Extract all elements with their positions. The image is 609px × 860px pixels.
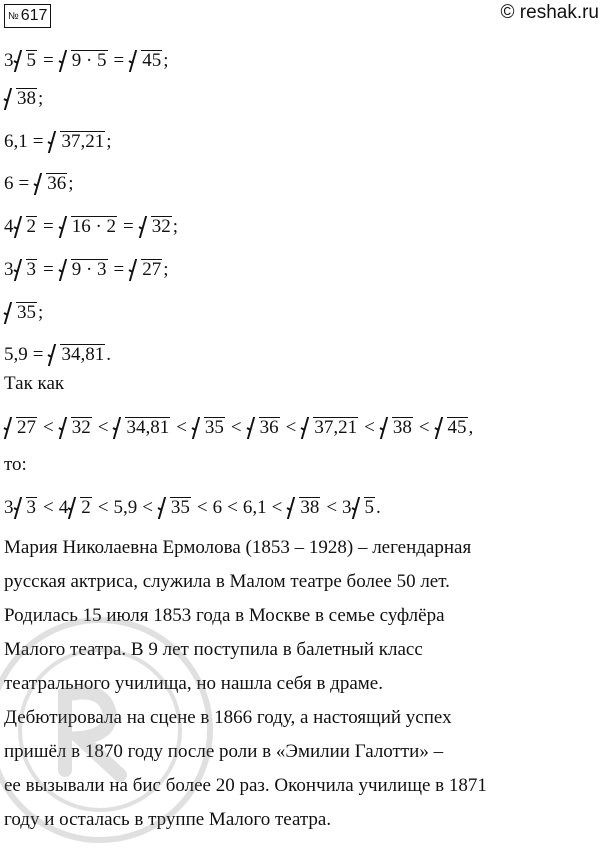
- math-operator: <: [142, 497, 153, 518]
- math-text: 5,9: [4, 344, 28, 365]
- paragraph-line: Дебютировала на сцене в 1866 году, а настоящий успех: [4, 707, 452, 728]
- radicand: 16 · 2: [71, 216, 117, 237]
- math-text: ;: [38, 302, 44, 323]
- radicand: 45: [447, 417, 467, 438]
- math-line: [4, 173, 74, 195]
- radical: [192, 417, 225, 439]
- math-operator: <: [230, 417, 242, 438]
- math-operator: <: [43, 417, 54, 438]
- math-text: Так как: [4, 373, 65, 394]
- math-operator: <: [227, 497, 238, 518]
- math-operator: =: [123, 216, 134, 237]
- math-operator: <: [271, 497, 283, 518]
- radical: [34, 173, 67, 195]
- radicand: 37,21: [61, 131, 105, 152]
- radical: [301, 417, 358, 439]
- math-line: [4, 50, 169, 72]
- math-text: ;: [38, 88, 44, 109]
- math-operator: =: [113, 50, 125, 71]
- radicand: 9 · 3: [71, 259, 107, 280]
- math-text: 3: [4, 497, 14, 518]
- radical: [59, 216, 117, 238]
- exercise-number-badge: [4, 4, 51, 28]
- math-text: ;: [163, 50, 169, 71]
- math-line: [4, 344, 111, 366]
- exercise-number: 617: [20, 7, 48, 24]
- math-text: 6: [212, 497, 223, 518]
- radical: [247, 417, 280, 439]
- radicand: 3: [26, 259, 36, 280]
- math-line: [4, 302, 43, 324]
- radical: [113, 417, 170, 439]
- radical: [68, 497, 92, 519]
- math-operator: <: [196, 497, 208, 518]
- math-line: [4, 454, 27, 476]
- math-operator: =: [32, 344, 44, 365]
- radicand: 38: [17, 88, 36, 109]
- radicand: 45: [142, 50, 162, 71]
- radical: [158, 497, 191, 519]
- math-text: 6: [4, 173, 14, 194]
- paragraph-line: русская актриса, служила в Малом театре более 50 лет.: [4, 571, 450, 592]
- math-text: 6,1: [4, 131, 28, 152]
- math-operator: =: [43, 216, 54, 237]
- radical: [352, 497, 376, 519]
- radicand: 2: [26, 216, 36, 237]
- radical: [59, 417, 92, 439]
- paragraph-line: году и осталась в труппе Малого театра.: [4, 809, 332, 830]
- math-text: ,: [468, 417, 474, 438]
- math-line: [4, 259, 169, 281]
- radical: [14, 259, 38, 281]
- math-operator: =: [32, 131, 44, 152]
- math-operator: =: [18, 173, 30, 194]
- radicand: 36: [259, 417, 279, 438]
- radical: [14, 216, 38, 238]
- radicand: 35: [170, 497, 190, 518]
- math-operator: <: [176, 417, 187, 438]
- math-text: то:: [4, 454, 27, 475]
- radicand: 32: [151, 216, 171, 237]
- math-text: ;: [163, 259, 169, 280]
- radicand: 38: [392, 417, 412, 438]
- radicand: 5: [26, 50, 36, 71]
- math-line: [4, 417, 473, 439]
- radicand: 9 · 5: [71, 50, 107, 71]
- math-text: 5,9: [113, 497, 138, 518]
- radical: [59, 259, 108, 281]
- radical: [14, 497, 38, 519]
- math-line: [4, 88, 43, 110]
- radicand: 38: [300, 497, 320, 518]
- radical: [4, 417, 37, 439]
- paragraph-line: пришёл в 1870 году после роли в «Эмилии Галотти» –: [4, 741, 444, 762]
- math-text: .: [376, 497, 381, 518]
- paragraph-line: театрального училища, но нашла себя в драме.: [4, 673, 383, 694]
- radical: [129, 259, 162, 281]
- radical: [14, 50, 38, 72]
- radicand: 27: [17, 417, 36, 438]
- radical: [59, 50, 108, 72]
- radical: [129, 50, 162, 72]
- math-line: [4, 373, 64, 395]
- math-text: .: [106, 344, 111, 365]
- radicand: 36: [47, 173, 67, 194]
- radical: [435, 417, 468, 439]
- math-operator: <: [418, 417, 430, 438]
- math-text: 4: [4, 216, 14, 237]
- radicand: 2: [81, 497, 91, 518]
- radicand: 5: [364, 497, 375, 518]
- radical: [380, 417, 413, 439]
- radicand: 32: [71, 417, 91, 438]
- math-text: 3: [342, 497, 352, 518]
- math-operator: <: [97, 497, 109, 518]
- radicand: 37,21: [314, 417, 358, 438]
- radicand: 34,81: [126, 417, 170, 438]
- radical: [4, 302, 37, 324]
- math-operator: =: [113, 259, 125, 280]
- paragraph-line: Родилась 15 июля 1853 года в Москве в семье суфлёра: [4, 605, 445, 626]
- paragraph-line: Мария Николаевна Ермолова (1853 – 1928) – легендарная: [4, 537, 472, 558]
- radical: [4, 88, 37, 110]
- radicand: 27: [142, 259, 162, 280]
- math-line: [4, 216, 178, 238]
- radicand: 3: [26, 497, 36, 518]
- math-text: ;: [106, 131, 112, 152]
- number-sign: №: [8, 11, 19, 22]
- math-text: 3: [4, 259, 14, 280]
- math-operator: =: [43, 259, 54, 280]
- radical: [48, 344, 105, 366]
- math-text: ;: [68, 173, 74, 194]
- paragraph-line: Малого театра. В 9 лет поступила в балетный класс: [4, 639, 423, 660]
- radicand: 34,81: [61, 344, 105, 365]
- radical: [287, 497, 320, 519]
- radical: [139, 216, 172, 238]
- math-text: 4: [58, 497, 69, 518]
- site-watermark: © reshak.ru: [500, 2, 599, 23]
- math-operator: <: [43, 497, 54, 518]
- math-operator: <: [364, 417, 375, 438]
- math-text: 6,1: [242, 497, 267, 518]
- math-line: [4, 497, 381, 519]
- math-operator: <: [97, 417, 109, 438]
- math-operator: <: [326, 497, 338, 518]
- radicand: 35: [17, 302, 36, 323]
- math-operator: =: [43, 50, 54, 71]
- math-operator: <: [285, 417, 297, 438]
- math-text: 3: [4, 50, 14, 71]
- math-line: [4, 131, 112, 153]
- paragraph-line: ее вызывали на бис более 20 раз. Окончила училище в 1871: [4, 775, 487, 796]
- radicand: 35: [204, 417, 224, 438]
- radical: [48, 131, 105, 153]
- math-text: ;: [172, 216, 179, 237]
